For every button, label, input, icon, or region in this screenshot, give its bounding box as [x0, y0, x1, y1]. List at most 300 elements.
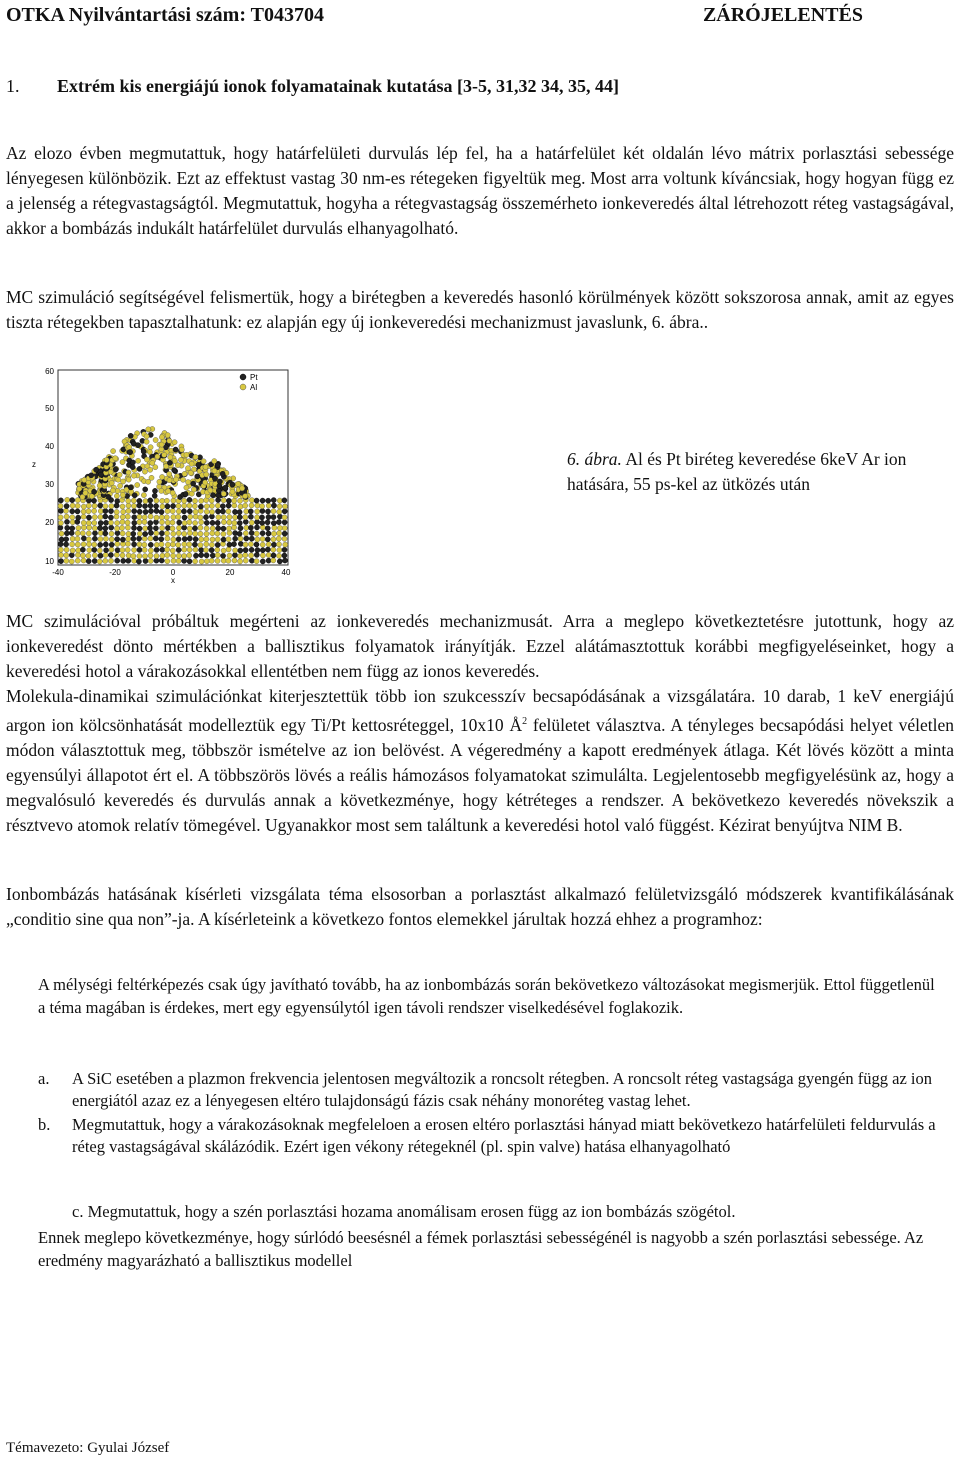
pt-atom-marker: [128, 485, 133, 490]
al-atom-marker: [137, 542, 142, 547]
pt-atom-marker: [199, 547, 204, 552]
pt-atom-marker: [220, 471, 225, 476]
al-atom-marker: [109, 531, 114, 536]
al-atom-marker: [86, 553, 91, 558]
paragraph-carbon-sputtering: Ennek meglepo következménye, hogy súrlódó beesésnél a fémek porlasztási sebességénél is nagyobb a szén porlasztási sebessége. Az eredmény magyarázható a ballisztikus modellel: [38, 1228, 924, 1270]
paragraph-depth-profiling: A mélységi feltérképezés csak úgy javítható tovább, ha az ionbombázás során bekövetkezo változásokat megismerjük. Ettol függetlenül a téma magában is érdekes, mert egy egyensúlytól igen távoli rendszer viselkedésével foglakozik.: [38, 975, 935, 1017]
pt-atom-marker: [254, 552, 259, 557]
al-atom-marker: [209, 558, 214, 563]
al-atom-marker: [148, 553, 153, 558]
al-atom-marker: [154, 531, 159, 536]
pt-atom-marker: [159, 558, 164, 563]
pt-atom-marker: [89, 473, 94, 478]
pt-atom-marker: [69, 553, 74, 558]
al-atom-marker: [154, 553, 159, 558]
al-atom-marker: [191, 487, 196, 492]
al-atom-marker: [186, 480, 191, 485]
al-atom-marker: [114, 552, 119, 557]
al-atom-marker: [165, 542, 170, 547]
al-atom-marker: [193, 509, 198, 514]
al-atom-marker: [193, 559, 198, 564]
al-atom-marker: [204, 531, 209, 536]
pt-atom-marker: [254, 498, 259, 503]
al-atom-marker: [221, 498, 226, 503]
pt-atom-marker: [130, 465, 135, 470]
pt-atom-marker: [212, 476, 217, 481]
pt-atom-marker: [271, 542, 276, 547]
al-atom-marker: [238, 504, 243, 509]
pt-atom-marker: [191, 481, 196, 486]
findings-list: [38, 1068, 943, 1160]
pt-atom-marker: [216, 526, 221, 531]
al-atom-marker: [120, 548, 125, 553]
al-atom-marker: [70, 536, 75, 541]
al-atom-marker: [92, 503, 97, 508]
al-atom-marker: [221, 558, 226, 563]
pt-atom-marker: [226, 503, 231, 508]
al-atom-marker: [120, 531, 125, 536]
al-atom-marker: [238, 553, 243, 558]
al-atom-marker: [282, 515, 287, 520]
al-atom-marker: [70, 542, 75, 547]
al-atom-marker: [103, 552, 108, 557]
al-atom-marker: [167, 471, 172, 476]
pt-atom-marker: [159, 531, 164, 536]
pt-atom-marker: [137, 536, 142, 541]
pt-atom-marker: [108, 515, 113, 520]
pt-atom-marker: [192, 526, 197, 531]
al-atom-marker: [199, 537, 204, 542]
pt-atom-marker: [113, 467, 118, 472]
pt-atom-marker: [260, 559, 265, 564]
pt-atom-marker: [282, 498, 287, 503]
al-atom-marker: [126, 553, 131, 558]
al-atom-marker: [171, 531, 176, 536]
pt-atom-marker: [187, 509, 192, 514]
pt-atom-marker: [115, 499, 120, 504]
al-atom-marker: [277, 531, 282, 536]
al-atom-marker: [131, 498, 136, 503]
pt-atom-marker: [148, 530, 153, 535]
al-atom-marker: [64, 558, 69, 563]
pt-atom-marker: [109, 525, 114, 530]
al-atom-marker: [80, 553, 85, 558]
al-atom-marker: [276, 553, 281, 558]
al-atom-marker: [187, 503, 192, 508]
pt-atom-marker: [260, 520, 265, 525]
pt-atom-marker: [141, 449, 146, 454]
al-atom-marker: [204, 559, 209, 564]
pt-atom-marker: [70, 526, 75, 531]
pt-atom-marker: [187, 497, 192, 502]
al-atom-marker: [136, 458, 141, 463]
al-atom-marker: [187, 547, 192, 552]
al-atom-marker: [260, 553, 265, 558]
al-atom-marker: [282, 526, 287, 531]
al-atom-marker: [125, 547, 130, 552]
al-atom-marker: [120, 492, 125, 497]
pt-atom-marker: [193, 553, 198, 558]
al-atom-marker: [171, 553, 176, 558]
al-atom-marker: [192, 504, 197, 509]
al-atom-marker: [103, 536, 108, 541]
al-atom-marker: [221, 491, 226, 496]
al-atom-marker: [92, 553, 97, 558]
pt-atom-marker: [128, 433, 133, 438]
al-atom-marker: [58, 515, 63, 520]
al-atom-marker: [115, 488, 120, 493]
al-atom-marker: [154, 498, 159, 503]
al-atom-marker: [148, 445, 153, 450]
al-atom-marker: [165, 536, 170, 541]
pt-atom-marker: [204, 553, 209, 558]
pt-atom-marker: [233, 536, 238, 541]
pt-atom-marker: [172, 468, 177, 473]
al-atom-marker: [238, 559, 243, 564]
pt-atom-marker: [254, 542, 259, 547]
al-atom-marker: [209, 503, 214, 508]
pt-atom-marker: [64, 542, 69, 547]
al-atom-marker: [193, 531, 198, 536]
pt-atom-marker: [115, 558, 120, 563]
al-atom-marker: [125, 541, 130, 546]
al-atom-marker: [159, 515, 164, 520]
al-atom-marker: [121, 509, 126, 514]
pt-atom-marker: [132, 520, 137, 525]
pt-atom-marker: [265, 520, 270, 525]
pt-atom-marker: [86, 515, 91, 520]
al-atom-marker: [104, 457, 109, 462]
al-atom-marker: [203, 480, 208, 485]
al-atom-marker: [215, 537, 220, 542]
pt-atom-marker: [215, 520, 220, 525]
pt-atom-marker: [195, 474, 200, 479]
al-atom-marker: [76, 525, 81, 530]
pt-atom-marker: [181, 509, 186, 514]
al-atom-marker: [185, 466, 190, 471]
legend-label-pt: Pt: [250, 373, 258, 382]
al-atom-marker: [148, 467, 153, 472]
pt-atom-marker: [266, 558, 271, 563]
al-atom-marker: [109, 547, 114, 552]
al-atom-marker: [142, 469, 147, 474]
al-atom-marker: [255, 509, 260, 514]
al-atom-marker: [142, 536, 147, 541]
pt-atom-marker: [243, 548, 248, 553]
pt-atom-marker: [237, 510, 242, 515]
al-atom-marker: [204, 472, 209, 477]
pt-atom-marker: [260, 498, 265, 503]
al-atom-marker: [120, 460, 125, 465]
pt-atom-marker: [131, 531, 136, 536]
pt-atom-marker: [271, 515, 276, 520]
al-atom-marker: [168, 455, 173, 460]
pt-atom-marker: [64, 531, 69, 536]
al-atom-marker: [142, 547, 147, 552]
al-atom-marker: [208, 488, 213, 493]
al-atom-marker: [81, 542, 86, 547]
y-tick-label: 10: [45, 557, 54, 566]
pt-atom-marker: [238, 548, 243, 553]
al-atom-marker: [120, 514, 125, 519]
pt-atom-marker: [204, 520, 209, 525]
paragraph-ion-bombardment: Ionbombázás hatásának kísérleti vizsgálata téma elsosorban a porlasztást alkalmazó felületvizsgáló módszerek kvantifikálásának „conditio sine qua non”-ja. A kísérleteink a következo fontos elemekkel járultak hozzá ehhez a programhoz:: [6, 884, 954, 929]
pt-atom-marker: [152, 493, 157, 498]
pt-atom-marker: [271, 521, 276, 526]
al-atom-marker: [277, 504, 282, 509]
al-atom-marker: [193, 514, 198, 519]
al-atom-marker: [159, 435, 164, 440]
al-atom-marker: [240, 486, 245, 491]
al-atom-marker: [115, 541, 120, 546]
legend-label-al: Al: [250, 383, 258, 392]
pt-atom-marker: [64, 537, 69, 542]
al-atom-marker: [209, 542, 214, 547]
al-atom-marker: [179, 447, 184, 452]
pt-atom-marker: [220, 504, 225, 509]
al-atom-marker: [64, 547, 69, 552]
al-atom-marker: [98, 514, 103, 519]
al-atom-marker: [126, 508, 131, 513]
al-atom-marker: [148, 514, 153, 519]
al-atom-marker: [92, 526, 97, 531]
al-atom-marker: [108, 520, 113, 525]
pt-atom-marker: [154, 508, 159, 513]
pt-atom-marker: [58, 542, 63, 547]
al-atom-marker: [132, 547, 137, 552]
al-atom-marker: [248, 542, 253, 547]
pt-atom-marker: [254, 525, 259, 530]
pt-atom-marker: [148, 498, 153, 503]
pt-atom-marker: [221, 526, 226, 531]
pt-atom-marker: [98, 542, 103, 547]
al-atom-marker: [137, 531, 142, 536]
al-atom-marker: [187, 520, 192, 525]
al-atom-marker: [70, 515, 75, 520]
figure-6-caption: [567, 447, 960, 497]
header-report-title: ZÁRÓJELENTÉS: [702, 4, 863, 26]
pt-atom-marker: [97, 525, 102, 530]
al-atom-marker: [277, 509, 282, 514]
list-item: [38, 1068, 943, 1112]
pt-atom-marker: [282, 547, 287, 552]
caption-label: 6. ábra.: [567, 449, 622, 469]
al-atom-marker: [271, 509, 276, 514]
pt-atom-marker: [65, 525, 70, 530]
x-tick-label: -20: [109, 568, 121, 577]
al-atom-marker: [114, 509, 119, 514]
section-title: Extrém kis energiájú ionok folyamatainak kutatása [3-5, 31,32 34, 35, 44]: [57, 76, 619, 96]
legend-marker-al: [240, 384, 246, 390]
al-atom-marker: [86, 537, 91, 542]
pt-atom-marker: [182, 536, 187, 541]
pt-atom-marker: [137, 509, 142, 514]
y-tick-label: 30: [45, 480, 54, 489]
pt-atom-marker: [232, 553, 237, 558]
pt-atom-marker: [80, 547, 85, 552]
al-atom-marker: [232, 503, 237, 508]
pt-atom-marker: [75, 509, 80, 514]
al-atom-marker: [188, 514, 193, 519]
pt-atom-marker: [176, 547, 181, 552]
pt-atom-marker: [92, 536, 97, 541]
al-atom-marker: [126, 536, 131, 541]
y-tick-label: 60: [45, 367, 54, 376]
pt-atom-marker: [183, 491, 188, 496]
al-atom-marker: [165, 509, 170, 514]
al-atom-marker: [249, 520, 254, 525]
pt-atom-marker: [104, 520, 109, 525]
al-atom-marker: [143, 526, 148, 531]
al-atom-marker: [199, 498, 204, 503]
al-atom-marker: [170, 520, 175, 525]
al-atom-marker: [109, 537, 114, 542]
al-atom-marker: [182, 520, 187, 525]
pt-atom-marker: [106, 494, 111, 499]
al-atom-marker: [75, 558, 80, 563]
pt-atom-marker: [226, 498, 231, 503]
pt-atom-marker: [128, 450, 133, 455]
al-atom-marker: [176, 525, 181, 530]
al-atom-marker: [148, 548, 153, 553]
al-atom-marker: [132, 558, 137, 563]
al-atom-marker: [83, 490, 88, 495]
al-atom-marker: [92, 520, 97, 525]
al-atom-marker: [82, 477, 87, 482]
al-atom-marker: [176, 503, 181, 508]
al-atom-marker: [199, 520, 204, 525]
al-atom-marker: [131, 503, 136, 508]
al-atom-marker: [165, 552, 170, 557]
al-atom-marker: [70, 503, 75, 508]
al-atom-marker: [86, 531, 91, 536]
pt-atom-marker: [98, 472, 103, 477]
pt-atom-marker: [282, 520, 287, 525]
al-atom-marker: [146, 427, 151, 432]
al-atom-marker: [131, 473, 136, 478]
pt-atom-marker: [137, 498, 142, 503]
al-atom-marker: [142, 542, 147, 547]
pt-atom-marker: [210, 553, 215, 558]
y-ticks: [45, 367, 54, 566]
pt-atom-marker: [136, 559, 141, 564]
al-atom-marker: [64, 553, 69, 558]
al-atom-marker: [103, 558, 108, 563]
x-tick-label: 40: [281, 568, 291, 577]
pt-atom-marker: [249, 530, 254, 535]
pt-atom-marker: [237, 515, 242, 520]
al-atom-marker: [159, 520, 164, 525]
pt-atom-marker: [265, 537, 270, 542]
al-atom-marker: [171, 515, 176, 520]
al-atom-marker: [150, 460, 155, 465]
pt-atom-marker: [109, 542, 114, 547]
pt-atom-marker: [182, 515, 187, 520]
list-marker: b.: [38, 1115, 51, 1134]
al-atom-marker: [176, 558, 181, 563]
al-atom-marker: [86, 542, 91, 547]
al-atom-marker: [63, 508, 68, 513]
al-atom-marker: [216, 515, 221, 520]
al-atom-marker: [243, 531, 248, 536]
pt-atom-marker: [143, 531, 148, 536]
pt-atom-marker: [271, 553, 276, 558]
al-atom-marker: [166, 489, 171, 494]
pt-atom-marker: [210, 520, 215, 525]
pt-atom-marker: [238, 526, 243, 531]
pt-atom-marker: [173, 447, 178, 452]
pt-atom-marker: [260, 508, 265, 513]
al-atom-marker: [149, 475, 154, 480]
al-atom-marker: [153, 437, 158, 442]
al-atom-marker: [236, 481, 241, 486]
pt-atom-marker: [260, 531, 265, 536]
al-atom-marker: [81, 520, 86, 525]
al-atom-marker: [184, 452, 189, 457]
pt-atom-marker: [142, 504, 147, 509]
pt-atom-marker: [103, 508, 108, 513]
pt-atom-marker: [98, 553, 103, 558]
list-item: [38, 1114, 943, 1158]
pt-atom-marker: [211, 493, 216, 498]
pt-atom-marker: [182, 525, 187, 530]
al-atom-marker: [184, 485, 189, 490]
al-atom-marker: [97, 559, 102, 564]
pt-atom-marker: [209, 548, 214, 553]
pt-atom-marker: [192, 542, 197, 547]
al-atom-marker: [86, 509, 91, 514]
y-tick-label: 20: [45, 518, 54, 527]
al-atom-marker: [271, 537, 276, 542]
al-atom-marker: [198, 531, 203, 536]
al-atom-marker: [113, 456, 118, 461]
al-atom-marker: [176, 514, 181, 519]
al-atom-marker: [137, 514, 142, 519]
pt-atom-marker: [120, 537, 125, 542]
pt-atom-marker: [160, 547, 165, 552]
al-atom-marker: [111, 449, 116, 454]
al-atom-marker: [137, 520, 142, 525]
pt-atom-marker: [259, 515, 264, 520]
al-atom-marker: [182, 498, 187, 503]
al-atom-marker: [243, 542, 248, 547]
list-item-c: c. Megmutattuk, hogy a szén porlasztási hozama anomálisam erosen függ az ion bombázás szögétol.: [72, 1202, 736, 1221]
al-atom-marker: [182, 547, 187, 552]
pt-atom-marker: [249, 558, 254, 563]
al-atom-marker: [125, 525, 130, 530]
al-atom-marker: [75, 531, 80, 536]
al-atom-marker: [127, 445, 132, 450]
pt-atom-marker: [108, 552, 113, 557]
pt-atom-marker: [86, 559, 91, 564]
pt-atom-marker: [152, 488, 157, 493]
al-atom-marker: [125, 514, 130, 519]
al-atom-marker: [201, 459, 206, 464]
al-atom-marker: [198, 543, 203, 548]
pt-atom-marker: [277, 514, 282, 519]
pt-atom-marker: [104, 548, 109, 553]
pt-atom-marker: [182, 558, 187, 563]
pt-atom-marker: [215, 542, 220, 547]
al-atom-marker: [232, 558, 237, 563]
al-atom-marker: [165, 547, 170, 552]
pt-atom-marker: [148, 503, 153, 508]
al-atom-marker: [165, 433, 170, 438]
al-atom-marker: [81, 504, 86, 509]
al-atom-marker: [233, 515, 238, 520]
al-atom-marker: [126, 470, 131, 475]
pt-atom-marker: [98, 520, 103, 525]
